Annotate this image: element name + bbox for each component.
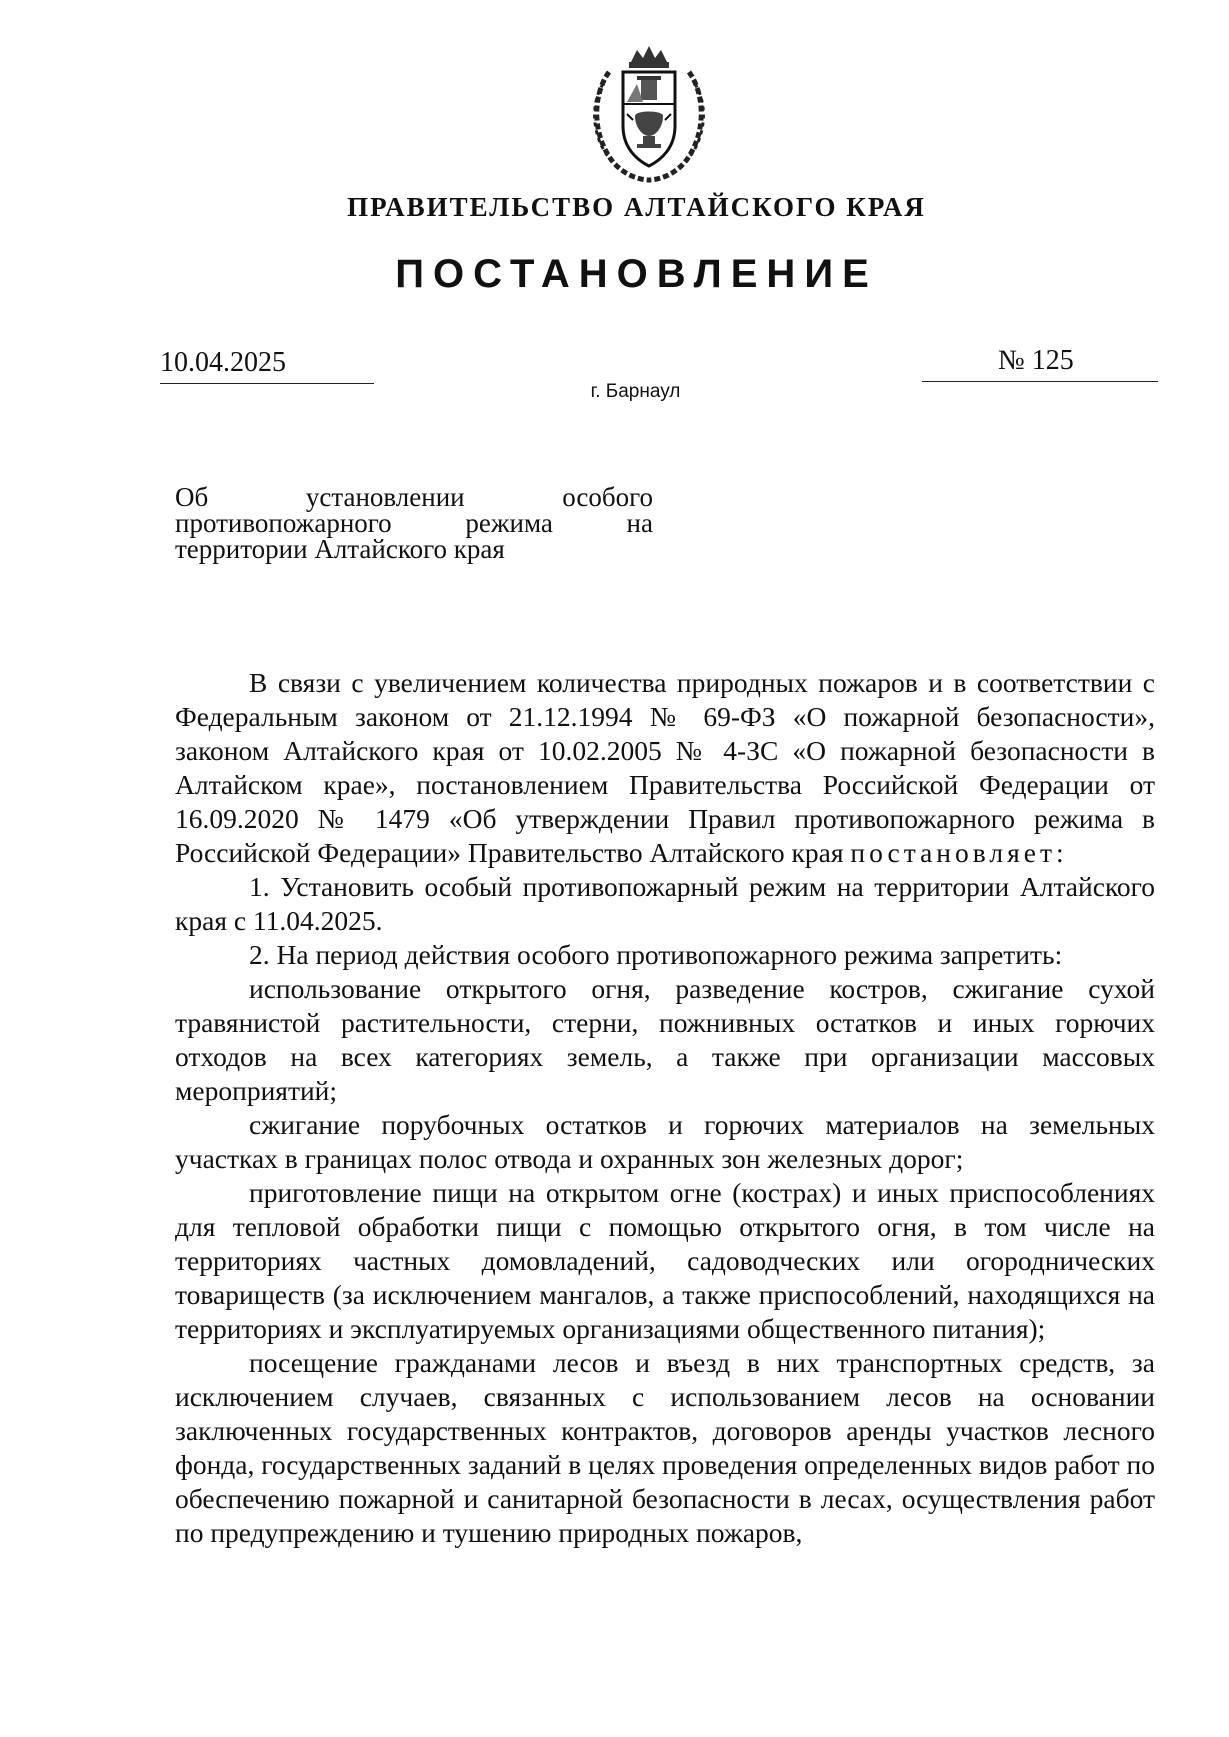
preamble-text: В связи с увеличением количества природных пожаров и в соответствии с Федеральным законом от 21.12.1994 № 69-ФЗ «О пожарной безопасности», законом Алтайского края от 10.02.2005 № 4-ЗС «О пожарной безопасности в Алтайском крае», постановлением Правительства Российской Федерации от 16.09.2020 № 1479 «Об утверждении Правил противопожарного режима в Российской Федерации» Правительство Алтайского края [175, 667, 1155, 868]
body-paragraph: сжигание порубочных остатков и горючих материалов на земельных участках в границах полос отвода и охранных зон железных дорог; [175, 1109, 1155, 1174]
document-subject [175, 484, 653, 562]
document-number [922, 341, 1158, 382]
government-title: ПРАВИТЕЛЬСТВО АЛТАЙСКОГО КРАЯ [347, 192, 926, 222]
subject-line-1 [175, 484, 653, 510]
decree-colon: : [1056, 837, 1064, 868]
body-paragraph: использование открытого огня, разведение костров, сжигание сухой травянистой растительности, стерни, пожнивных остатков и иных горючих отходов на всех категориях земель, а также при организации массовых мероприятий; [175, 973, 1155, 1106]
body-paragraph: посещение гражданами лесов и въезд в них транспортных средств, за исключением случаев, связанных с использованием лесов на основании заключенных государственных контрактов, договоров аренды участков лесного фонда, государственных заданий в целях проведения определенных видов работ по обеспечению пожарной и санитарной безопасности в лесах, осуществления работ по предупреждению и тушению природных пожаров, [175, 1347, 1155, 1548]
document-number-value: № 125 [998, 345, 1074, 376]
decree-word: постановляет [850, 837, 1056, 868]
subject-word: особого [562, 482, 653, 512]
subject-line-2 [175, 510, 653, 536]
subject-word: режима [465, 508, 553, 538]
body-paragraph: 2. На период действия особого противопожарного режима запретить: [249, 939, 1063, 970]
body-paragraph: 1. Установить особый противопожарный режим на территории Алтайского края с 11.04.2025. [175, 871, 1155, 936]
subject-word: установлении [305, 482, 465, 512]
preamble-paragraph [175, 666, 1155, 870]
body-paragraph: приготовление пищи на открытом огне (кострах) и иных приспособлениях для тепловой обработки пищи с помощью открытого огня, в том числе на территориях частных домовладений, садоводческих или огороднических товариществ (за исключением мангалов, а также приспособлений, находящихся на территориях и эксплуатируемых организациями общественного питания); [175, 1177, 1155, 1344]
document-type-heading: ПОСТАНОВЛЕНИЕ [395, 252, 878, 296]
document-city: г. Барнаул [590, 381, 681, 402]
subject-word: противопожарного [175, 508, 392, 538]
subject-line-3: территории Алтайского края [175, 534, 505, 564]
coat-of-arms-icon [587, 44, 711, 184]
subject-word: на [626, 508, 653, 538]
document-date: 10.04.2025 [160, 343, 374, 384]
subject-word: Об [175, 482, 209, 512]
document-body [175, 666, 1155, 1550]
